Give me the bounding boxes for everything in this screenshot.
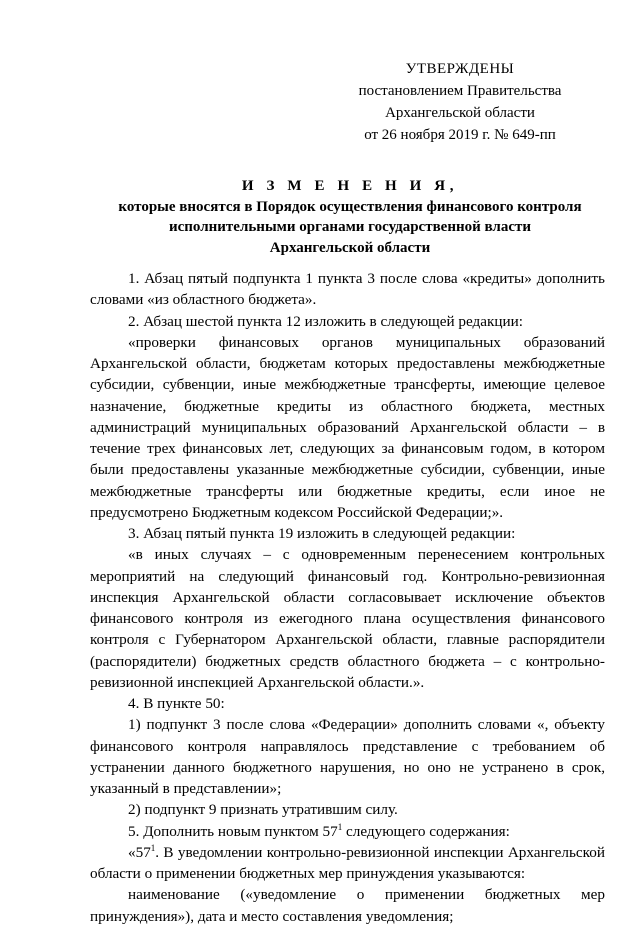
paragraph-9-text-end: следующего содержания: xyxy=(342,822,510,840)
approval-line-2: Архангельской области xyxy=(385,105,535,121)
paragraph-5: «в иных случаях – с одновременным перенесением контрольных мероприятий на следующий финансовый год. Контрольно-ревизионная инспекция Архангельской области согласовывает исключение объектов финансового контроля из ежегодного плана осуществления финансового контроля с Губернатором Архангельской области, главные распорядители (распорядители) бюджетных средств областного бюджета – с контрольно-ревизионной инспекцией Архангельской области.». xyxy=(90,546,605,691)
approval-heading: УТВЕРЖДЕНЫ xyxy=(405,61,515,77)
title-heading: И З М Е Н Е Н И Я, xyxy=(241,178,459,194)
paragraph-9 xyxy=(90,821,605,842)
paragraph-10-superscript: 1 xyxy=(150,842,156,853)
paragraph-6: 4. В пункте 50: xyxy=(128,695,225,712)
paragraph-3: «проверки финансовых органов муниципальных образований Архангельской области, бюджетам которых предоставлены межбюджетные субсидии, субвенции, иные межбюджетные трансферты, имеющие целевое назначение, бюджетные кредиты из областного бюджета, местных администраций муниципальных образований Архангельской области – в течение трех финансовых лет, следующих за финансовым годом, в котором были предоставлены указанные межбюджетные субсидии, субвенции, иные межбюджетные трансферты или бюджетные кредиты, если иное не предусмотрено Бюджетным кодексом Российской Федерации;». xyxy=(90,333,605,521)
paragraph-10-text: «57 xyxy=(128,843,151,861)
title-line-3: Архангельской области xyxy=(269,239,431,256)
paragraph-11: наименование («уведомление о применении бюджетных мер принуждения»), дата и место составления уведомления; xyxy=(90,886,605,925)
paragraph-9-superscript: 1 xyxy=(337,821,343,832)
document-body xyxy=(90,268,605,927)
paragraph-2: 2. Абзац шестой пункта 12 изложить в следующей редакции: xyxy=(128,312,523,330)
paragraph-4: 3. Абзац пятый пункта 19 изложить в следующей редакции: xyxy=(128,525,516,542)
paragraph-7: 1) подпункт 3 после слова «Федерации» дополнить словами «, объекту финансового контроля направлялось представление с требованием об устранении данного бюджетного нарушения, но оно не устранено в срок, указанный в представлении»; xyxy=(90,716,605,797)
paragraph-1: 1. Абзац пятый подпункта 1 пункта 3 после слова «кредиты» дополнить словами «из областного бюджета». xyxy=(90,270,605,309)
approval-line-3: от 26 ноября 2019 г. № 649-пп xyxy=(364,127,556,143)
paragraph-9-text: 5. Дополнить новым пунктом 57 xyxy=(128,822,338,840)
document-title xyxy=(90,176,610,258)
approval-line-1: постановлением Правительства xyxy=(358,83,562,99)
title-line-2: исполнительными органами государственной власти xyxy=(168,219,532,235)
paragraph-10 xyxy=(90,842,605,885)
approval-stamp-block xyxy=(340,58,580,146)
title-line-1: которые вносятся в Порядок осуществления финансового контроля xyxy=(118,198,582,215)
paragraph-8: 2) подпункт 9 признать утратившим силу. xyxy=(128,801,398,819)
paragraph-10-text-end: . В уведомлении контрольно-ревизионной инспекции Архангельской области о применении бюджетных мер принуждения указываются: xyxy=(90,843,605,882)
